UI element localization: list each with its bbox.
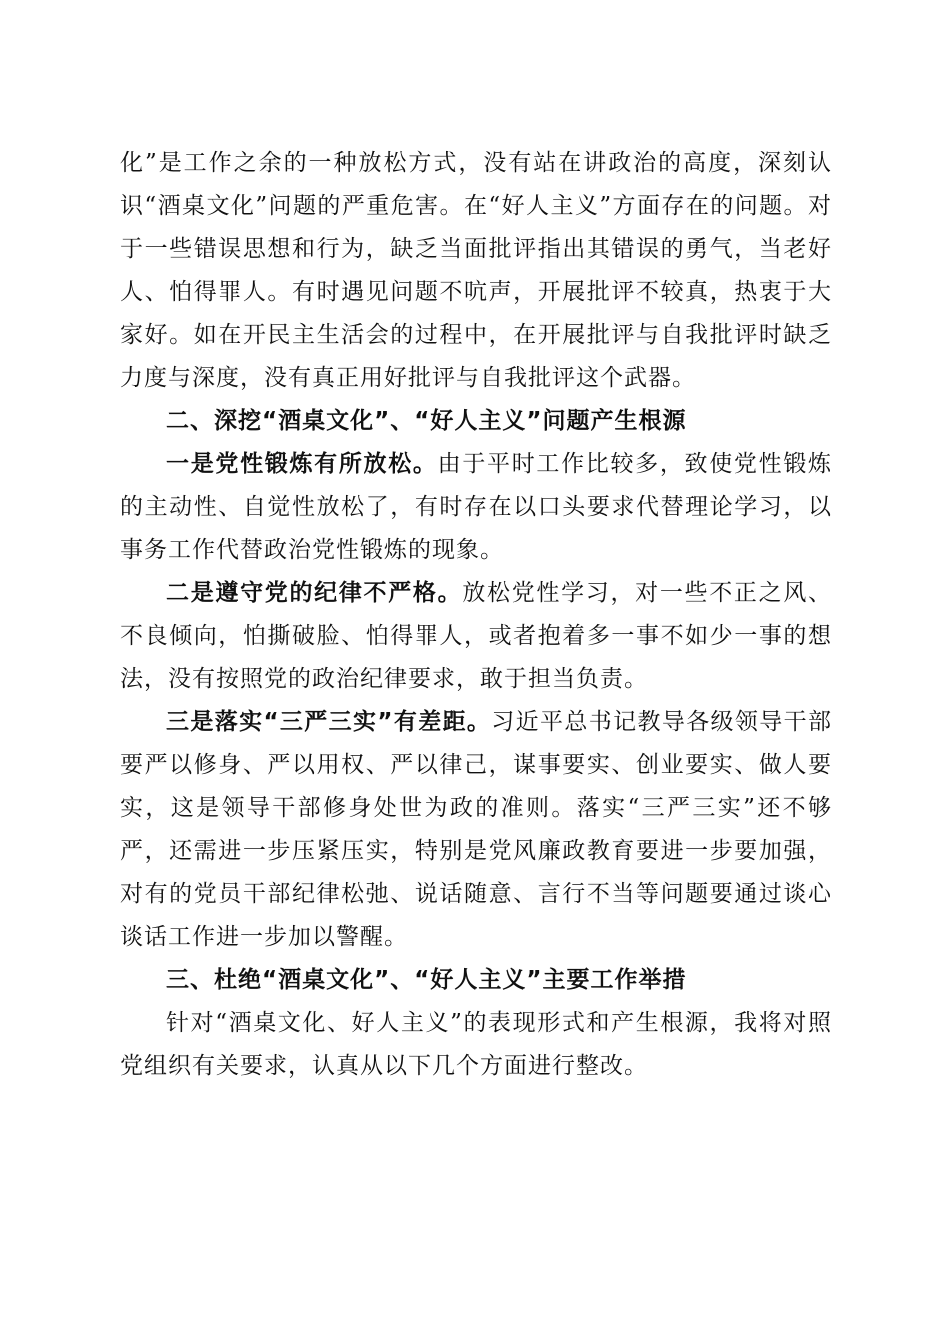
paragraph-final: 针对“酒桌文化、好人主义”的表现形式和产生根源，我将对照党组织有关要求，认真从以下几个方面进行整改。 — [120, 1010, 832, 1079]
item-2-text: 放松党性学习，对一些不正之风、不良倾向，怕撕破脸、怕得罪人，或者抱着多一事不如少一事的想法，没有按照党的政治纪律要求，敢于担当负责。 — [120, 580, 833, 692]
item-3-text: 习近平总书记教导各级领导干部要严以修身、严以用权、严以律己，谋事要实、创业要实、做人要实，这是领导干部修身处世为政的准则。落实“三严三实”还不够严，还需进一步压紧压实，特别是党风廉政教育要进一步要加强，对有的党员干部纪律松弛、说话随意、言行不当等问题要通过谈心谈话工作进一步加以警醒。 — [120, 709, 832, 950]
item-3-lead: 三是落实“三严三实”有差距。 — [166, 709, 492, 735]
section-heading-3-text: 三、杜绝“酒桌文化”、“好人主义”主要工作举措 — [166, 967, 687, 993]
paragraph-continuation: 化”是工作之余的一种放松方式，没有站在讲政治的高度，深刻认识“酒桌文化”问题的严重危害。在“好人主义”方面存在的问题。对于一些错误思想和行为，缺乏当面批评指出其错误的勇气，当老好人、怕得罪人。有时遇见问题不吭声，开展批评不较真，热衷于大家好。如在开民主生活会的过程中，在开展批评与自我批评时缺乏力度与深度，没有真正用好批评与自我批评这个武器。 — [120, 150, 832, 391]
item-1-lead: 一是党性锻炼有所放松。 — [166, 451, 438, 477]
paragraph-item-1 — [120, 443, 832, 572]
paragraph-item-2 — [120, 572, 832, 701]
section-heading-2-text: 二、深挖“酒桌文化”、“好人主义”问题产生根源 — [166, 408, 687, 434]
item-2-lead: 二是遵守党的纪律不严格。 — [166, 580, 463, 606]
paragraph-item-3 — [120, 701, 832, 959]
item-1-text: 由于平时工作比较多，致使党性锻炼的主动性、自觉性放松了，有时存在以口头要求代替理论学习，以事务工作代替政治党性锻炼的现象。 — [120, 451, 833, 563]
document-body — [120, 142, 832, 1088]
section-heading-3 — [120, 959, 832, 1002]
section-heading-2 — [120, 400, 832, 443]
